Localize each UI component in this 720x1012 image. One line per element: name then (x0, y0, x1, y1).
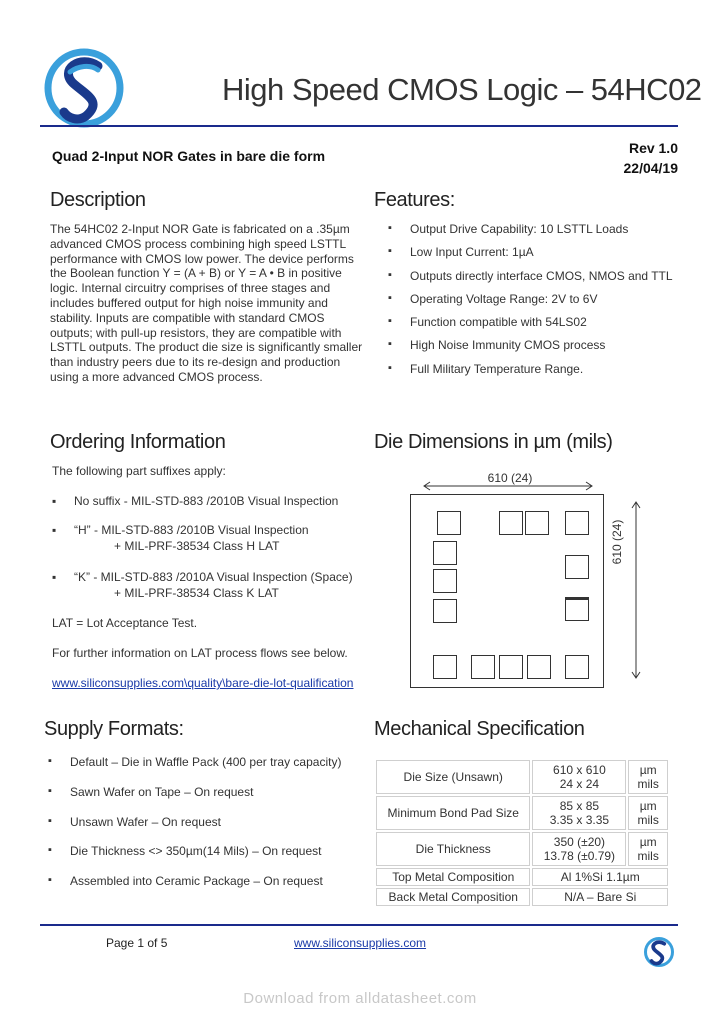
lat-definition: LAT = Lot Acceptance Test. (52, 616, 198, 630)
further-info: For further information on LAT process flows see below. (52, 646, 348, 660)
die-height-label: 610 (24) (610, 519, 624, 565)
ordering-intro: The following part suffixes apply: (52, 464, 226, 478)
bond-pad (471, 655, 495, 679)
table-row: Die Thickness 350 (±20) 13.78 (±0.79) µm mils (376, 832, 668, 866)
table-row: Back Metal Composition N/A – Bare Si (376, 888, 668, 906)
bond-pad (565, 555, 589, 579)
die-height-arrow (630, 498, 642, 682)
bullet-icon: ▪ (52, 494, 57, 508)
bond-pad (525, 511, 549, 535)
revision: Rev 1.0 (628, 140, 678, 156)
bullet-icon: ▪ (52, 523, 57, 537)
feature-item: ▪ Function compatible with 54LS02 (386, 315, 686, 329)
bond-pad (437, 511, 461, 535)
description-heading: Description (50, 189, 146, 211)
die-outline (410, 494, 604, 688)
supply-list (46, 755, 376, 904)
ordering-heading: Ordering Information (50, 431, 226, 453)
bond-pad (499, 511, 523, 535)
feature-item: ▪ High Noise Immunity CMOS process (386, 338, 686, 352)
revision-date: 22/04/19 (623, 160, 678, 176)
bond-pad (527, 655, 551, 679)
footer-logo (642, 934, 676, 970)
die-width-arrow (420, 480, 596, 492)
document-subtitle: Quad 2-Input NOR Gates in bare die form (52, 148, 326, 164)
features-heading: Features: (374, 189, 455, 211)
feature-item: ▪ Operating Voltage Range: 2V to 6V (386, 292, 686, 306)
document-title: High Speed CMOS Logic – 54HC02 (222, 72, 702, 107)
page-number: Page 1 of 5 (106, 936, 168, 950)
table-row: Minimum Bond Pad Size 85 x 85 3.35 x 3.35 µm mils (376, 796, 668, 830)
supply-format-item: ▪ Default – Die in Waffle Pack (400 per tray capacity) (46, 755, 376, 769)
bond-pad (433, 541, 457, 565)
footer-rule (40, 924, 678, 926)
ordering-block: The following part suffixes apply: ▪ No suffix - MIL-STD-883 /2010B Visual Inspection ▪ “H” - MIL-STD-883 /2010B Visual Inspection + MIL-PRF-38534 Class H LAT ▪ “K” - MIL-STD-883 /2010A Visual Inspection (Space) + MIL-PRF-38534 Class K LAT LAT = Lot Acceptance Test. For further information on LAT process flows see below. www.siliconsupplies.com\quality\bare-die-lot-qualification (52, 464, 372, 478)
feature-item: ▪ Low Input Current: 1µA (386, 245, 686, 259)
bond-pad (565, 597, 589, 621)
table-row: Top Metal Composition Al 1%Si 1.1µm (376, 868, 668, 886)
watermark: Download from alldatasheet.com (243, 990, 477, 1007)
supply-format-item: ▪ Assembled into Ceramic Package – On request (46, 874, 376, 888)
bond-pad (499, 655, 523, 679)
supply-format-item: ▪ Sawn Wafer on Tape – On request (46, 785, 376, 799)
revision-block (624, 138, 679, 178)
features-list (386, 222, 686, 385)
feature-item: ▪ Full Military Temperature Range. (386, 362, 686, 376)
table-row: Die Size (Unsawn) 610 x 610 24 x 24 µm mils (376, 760, 668, 794)
header-rule (40, 125, 678, 127)
supply-heading: Supply Formats: (44, 718, 184, 740)
bond-pad (433, 599, 457, 623)
lat-process-link[interactable]: www.siliconsupplies.com\quality\bare-die-lot-qualification (52, 676, 354, 690)
mechanical-table (374, 758, 670, 908)
mechanical-heading: Mechanical Specification (374, 718, 585, 740)
supply-format-item: ▪ Die Thickness <> 350µm(14 Mils) – On request (46, 844, 376, 858)
bullet-icon: ▪ (52, 570, 57, 584)
die-dimensions-heading: Die Dimensions in µm (mils) (374, 431, 613, 453)
feature-item: ▪ Outputs directly interface CMOS, NMOS and TTL (386, 269, 686, 283)
company-logo (40, 40, 128, 136)
supply-format-item: ▪ Unsawn Wafer – On request (46, 815, 376, 829)
bond-pad (433, 569, 457, 593)
bond-pad (565, 655, 589, 679)
description-text: The 54HC02 2-Input NOR Gate is fabricated on a .35µm advanced CMOS process combining high speed LSTTL performance with CMOS low power. The device performs the Boolean function Y = (A + B) or Y = A • B in positive logic. Internal circuitry comprises of three stages and includes buffered output for high noise immunity and stability. Inputs are compatible with standard CMOS outputs; with pull-up resistors, they are compatible with LSTTL outputs. The product die size is significantly smaller than industry peers due to its re-design and production using a more advanced CMOS process. (50, 222, 363, 384)
die-width-label: 610 (24) (487, 471, 533, 485)
footer-website-link[interactable]: www.siliconsupplies.com (294, 936, 427, 950)
bond-pad (565, 511, 589, 535)
feature-item: ▪ Output Drive Capability: 10 LSTTL Loads (386, 222, 686, 236)
bond-pad (433, 655, 457, 679)
